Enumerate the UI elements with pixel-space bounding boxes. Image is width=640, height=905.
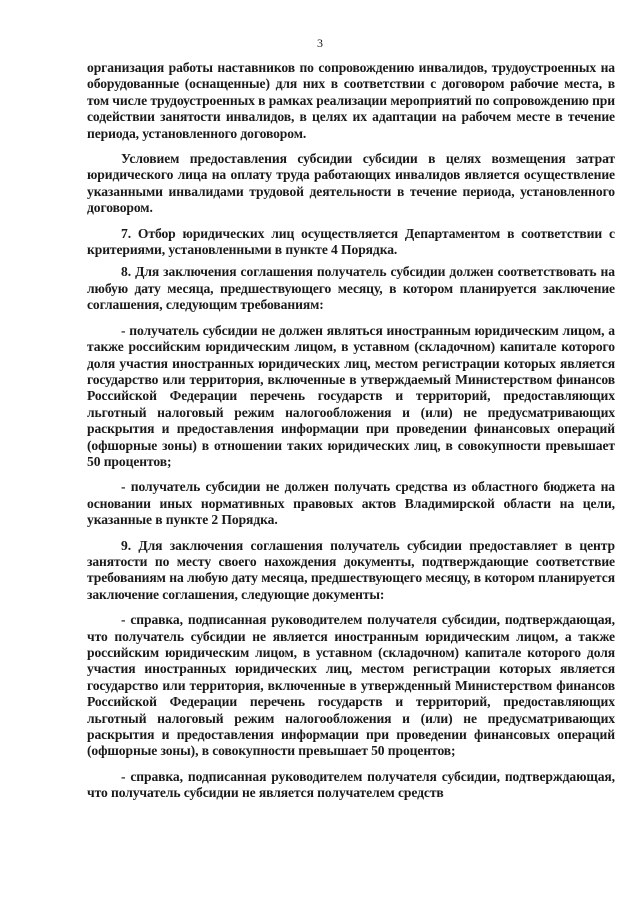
paragraph-continuation: организация работы наставников по сопровождению инвалидов, трудоустроенных на оборудованные (оснащенные) для них в соответствии с договором рабочие места, в том числе трудоустроенных в рамках реализации мероприятий по сопровождению при содействии занятости инвалидов, в целях их адаптации на рабочем месте в течение периода, установленного договором. <box>87 60 615 141</box>
paragraph-subsidy-condition: Условием предоставления субсидии субсидии в целях возмещения затрат юридического лица на оплату труда работающих инвалидов является осуществление указанными инвалидами трудовой деятельности в течение периода, установленного договором. <box>87 151 615 216</box>
paragraph-requirement-1: - получатель субсидии не должен являться иностранным юридическим лицом, а также российским юридическим лицом, в уставном (складочном) капитале которого доля участия иностранных юридических лиц, местом регистрации которых является государство или территория, включенные в утверждаемый Министерством финансов Российской Федерации перечень государств и территорий, предоставляющих льготный налоговый режим налогообложения и (или) не предусматривающих раскрытия и предоставления информации при проведении финансовых операций (офшорные зоны) в отношении таких юридических лиц, в совокупности превышает 50 процентов; <box>87 322 615 469</box>
paragraph-item-7: 7. Отбор юридических лиц осуществляется Департаментом в соответствии с критериями, установленными в пункте 4 Порядка. <box>87 225 615 258</box>
paragraph-item-9: 9. Для заключения соглашения получатель субсидии предоставляет в центр занятости по месту своего нахождения документы, подтверждающие соответствие требованиям на любую дату месяца, предшествующего месяцу, в котором планируется заключение соглашения, следующие документы: <box>87 537 615 602</box>
paragraph-requirement-2: - получатель субсидии не должен получать средства из областного бюджета на основании иных нормативных правовых актов Владимирской области на цели, указанные в пункте 2 Порядка. <box>87 479 615 528</box>
page-number: 3 <box>317 36 323 50</box>
paragraph-document-2: - справка, подписанная руководителем получателя субсидии, подтверждающая, что получатель субсидии не является получателем средств <box>87 768 615 801</box>
document-body <box>87 60 615 802</box>
paragraph-item-8: 8. Для заключения соглашения получатель субсидии должен соответствовать на любую дату месяца, предшествующего месяцу, в котором планируется заключение соглашения, следующим требованиям: <box>87 264 615 313</box>
paragraph-document-1: - справка, подписанная руководителем получателя субсидии, подтверждающая, что получатель субсидии не является иностранным юридическим лицом, а также российским юридическим лицом, в уставном (складочном) капитале которого доля участия иностранных юридических лиц, местом регистрации которых является государство или территория, включенные в утвержденный Министерством финансов Российской Федерации перечень государств и территорий, предоставляющих льготный налоговый режим налогообложения и (или) не предусматривающих раскрытия и предоставления информации при проведении финансовых операций (офшорные зоны), в совокупности превышает 50 процентов; <box>87 612 615 759</box>
